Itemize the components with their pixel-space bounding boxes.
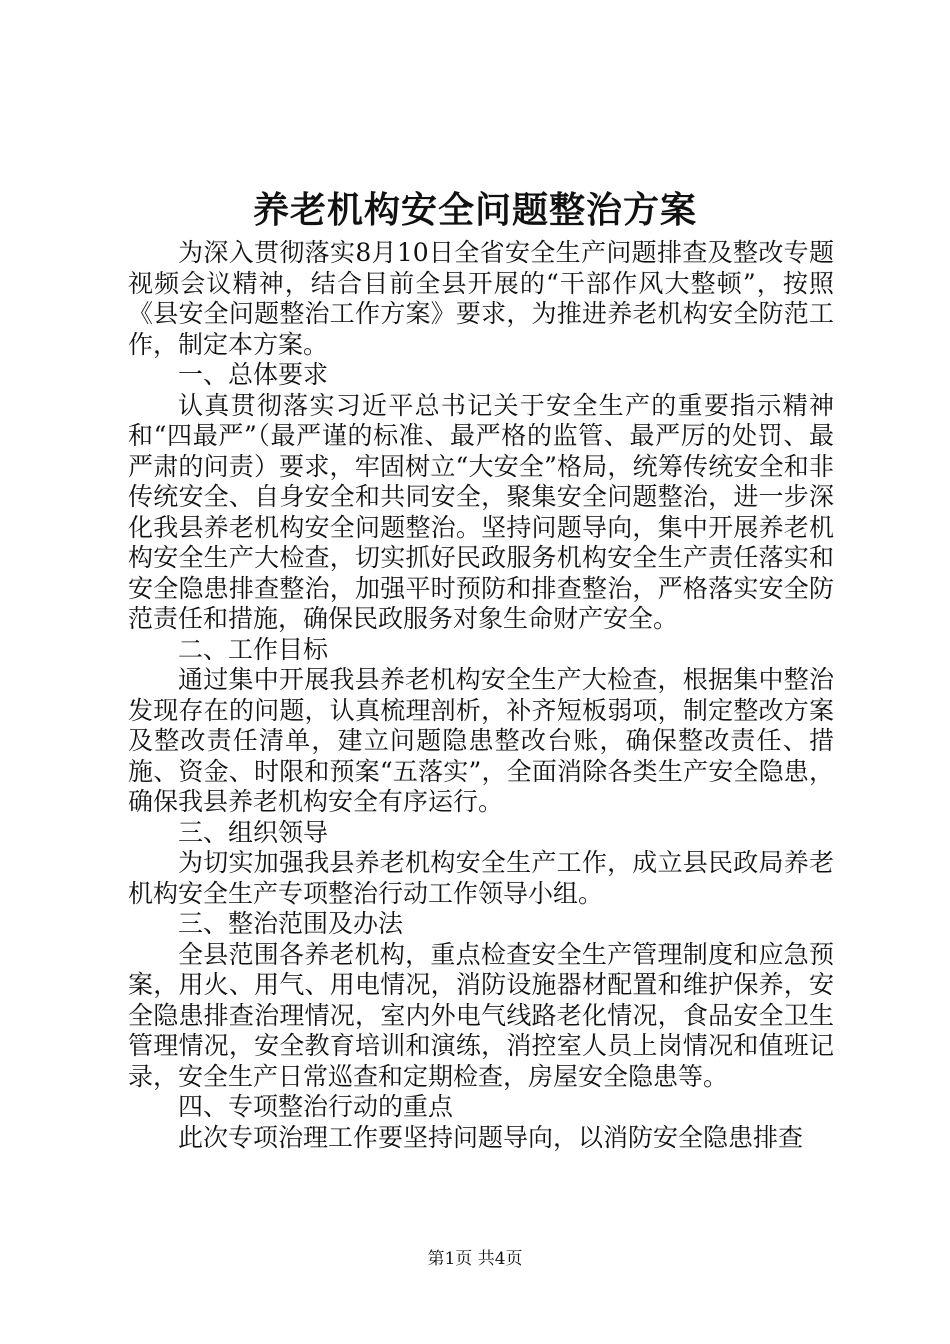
paragraph-intro: 为深入贯彻落实8月10日全省安全生产问题排查及整改专题视频会议精神，结合目前全县开展的“干部作风大整顿”，按照《县安全问题整治工作方案》要求，为推进养老机构安全防范工作，制定本方案。 — [128, 238, 834, 359]
document-body — [128, 238, 834, 1153]
section-heading-1: 一、总体要求 — [178, 360, 329, 389]
paragraph-organization: 为切实加强我县养老机构安全生产工作，成立县民政局养老机构安全生产专项整治行动工作领导小组。 — [128, 848, 834, 908]
paragraph-work-goals: 通过集中开展我县养老机构安全生产大检查，根据集中整治发现存在的问题，认真梳理剖析，补齐短板弱项，制定整改方案及整改责任清单，建立问题隐患整改台账，确保整改责任、措施、资金、时限和预案“五落实”，全面消除各类生产安全隐患，确保我县养老机构安全有序运行。 — [128, 665, 834, 816]
paragraph-focus: 此次专项治理工作要坚持问题导向，以消防安全隐患排查 — [178, 1122, 804, 1152]
section-heading-4: 三、整治范围及办法 — [178, 909, 404, 938]
section-heading-5: 四、专项整治行动的重点 — [178, 1092, 454, 1121]
document-title: 养老机构安全问题整治方案 — [252, 189, 697, 231]
paragraph-scope: 全县范围各养老机构，重点检查安全生产管理制度和应急预案，用火、用气、用电情况，消防设施器材配置和维护保养，安全隐患排查治理情况，室内外电气线路老化情况，食品安全卫生管理情况，安全教育培训和演练，消控室人员上岗情况和值班记录，安全生产日常巡查和定期检查，房屋安全隐患等。 — [128, 939, 834, 1091]
page-footer: 第1页 共4页 — [427, 1249, 523, 1269]
section-heading-2: 二、工作目标 — [178, 634, 329, 664]
paragraph-general-requirements: 认真贯彻落实习近平总书记关于安全生产的重要指示精神和“四最严”（最严谨的标准、最严格的监管、最严厉的处罚、最严肃的问责）要求，牢固树立“大安全”格局，统筹传统安全和非传统安全、自身安全和共同安全，聚集安全问题整治，进一步深化我县养老机构安全问题整治。坚持问题导向，集中开展养老机构安全生产大检查，切实抓好民政服务机构安全生产责任落实和安全隐患排查整治，加强平时预防和排查整治，严格落实安全防范责任和措施，确保民政服务对象生命财产安全。 — [128, 390, 834, 633]
section-heading-3: 三、组织领导 — [178, 817, 329, 847]
